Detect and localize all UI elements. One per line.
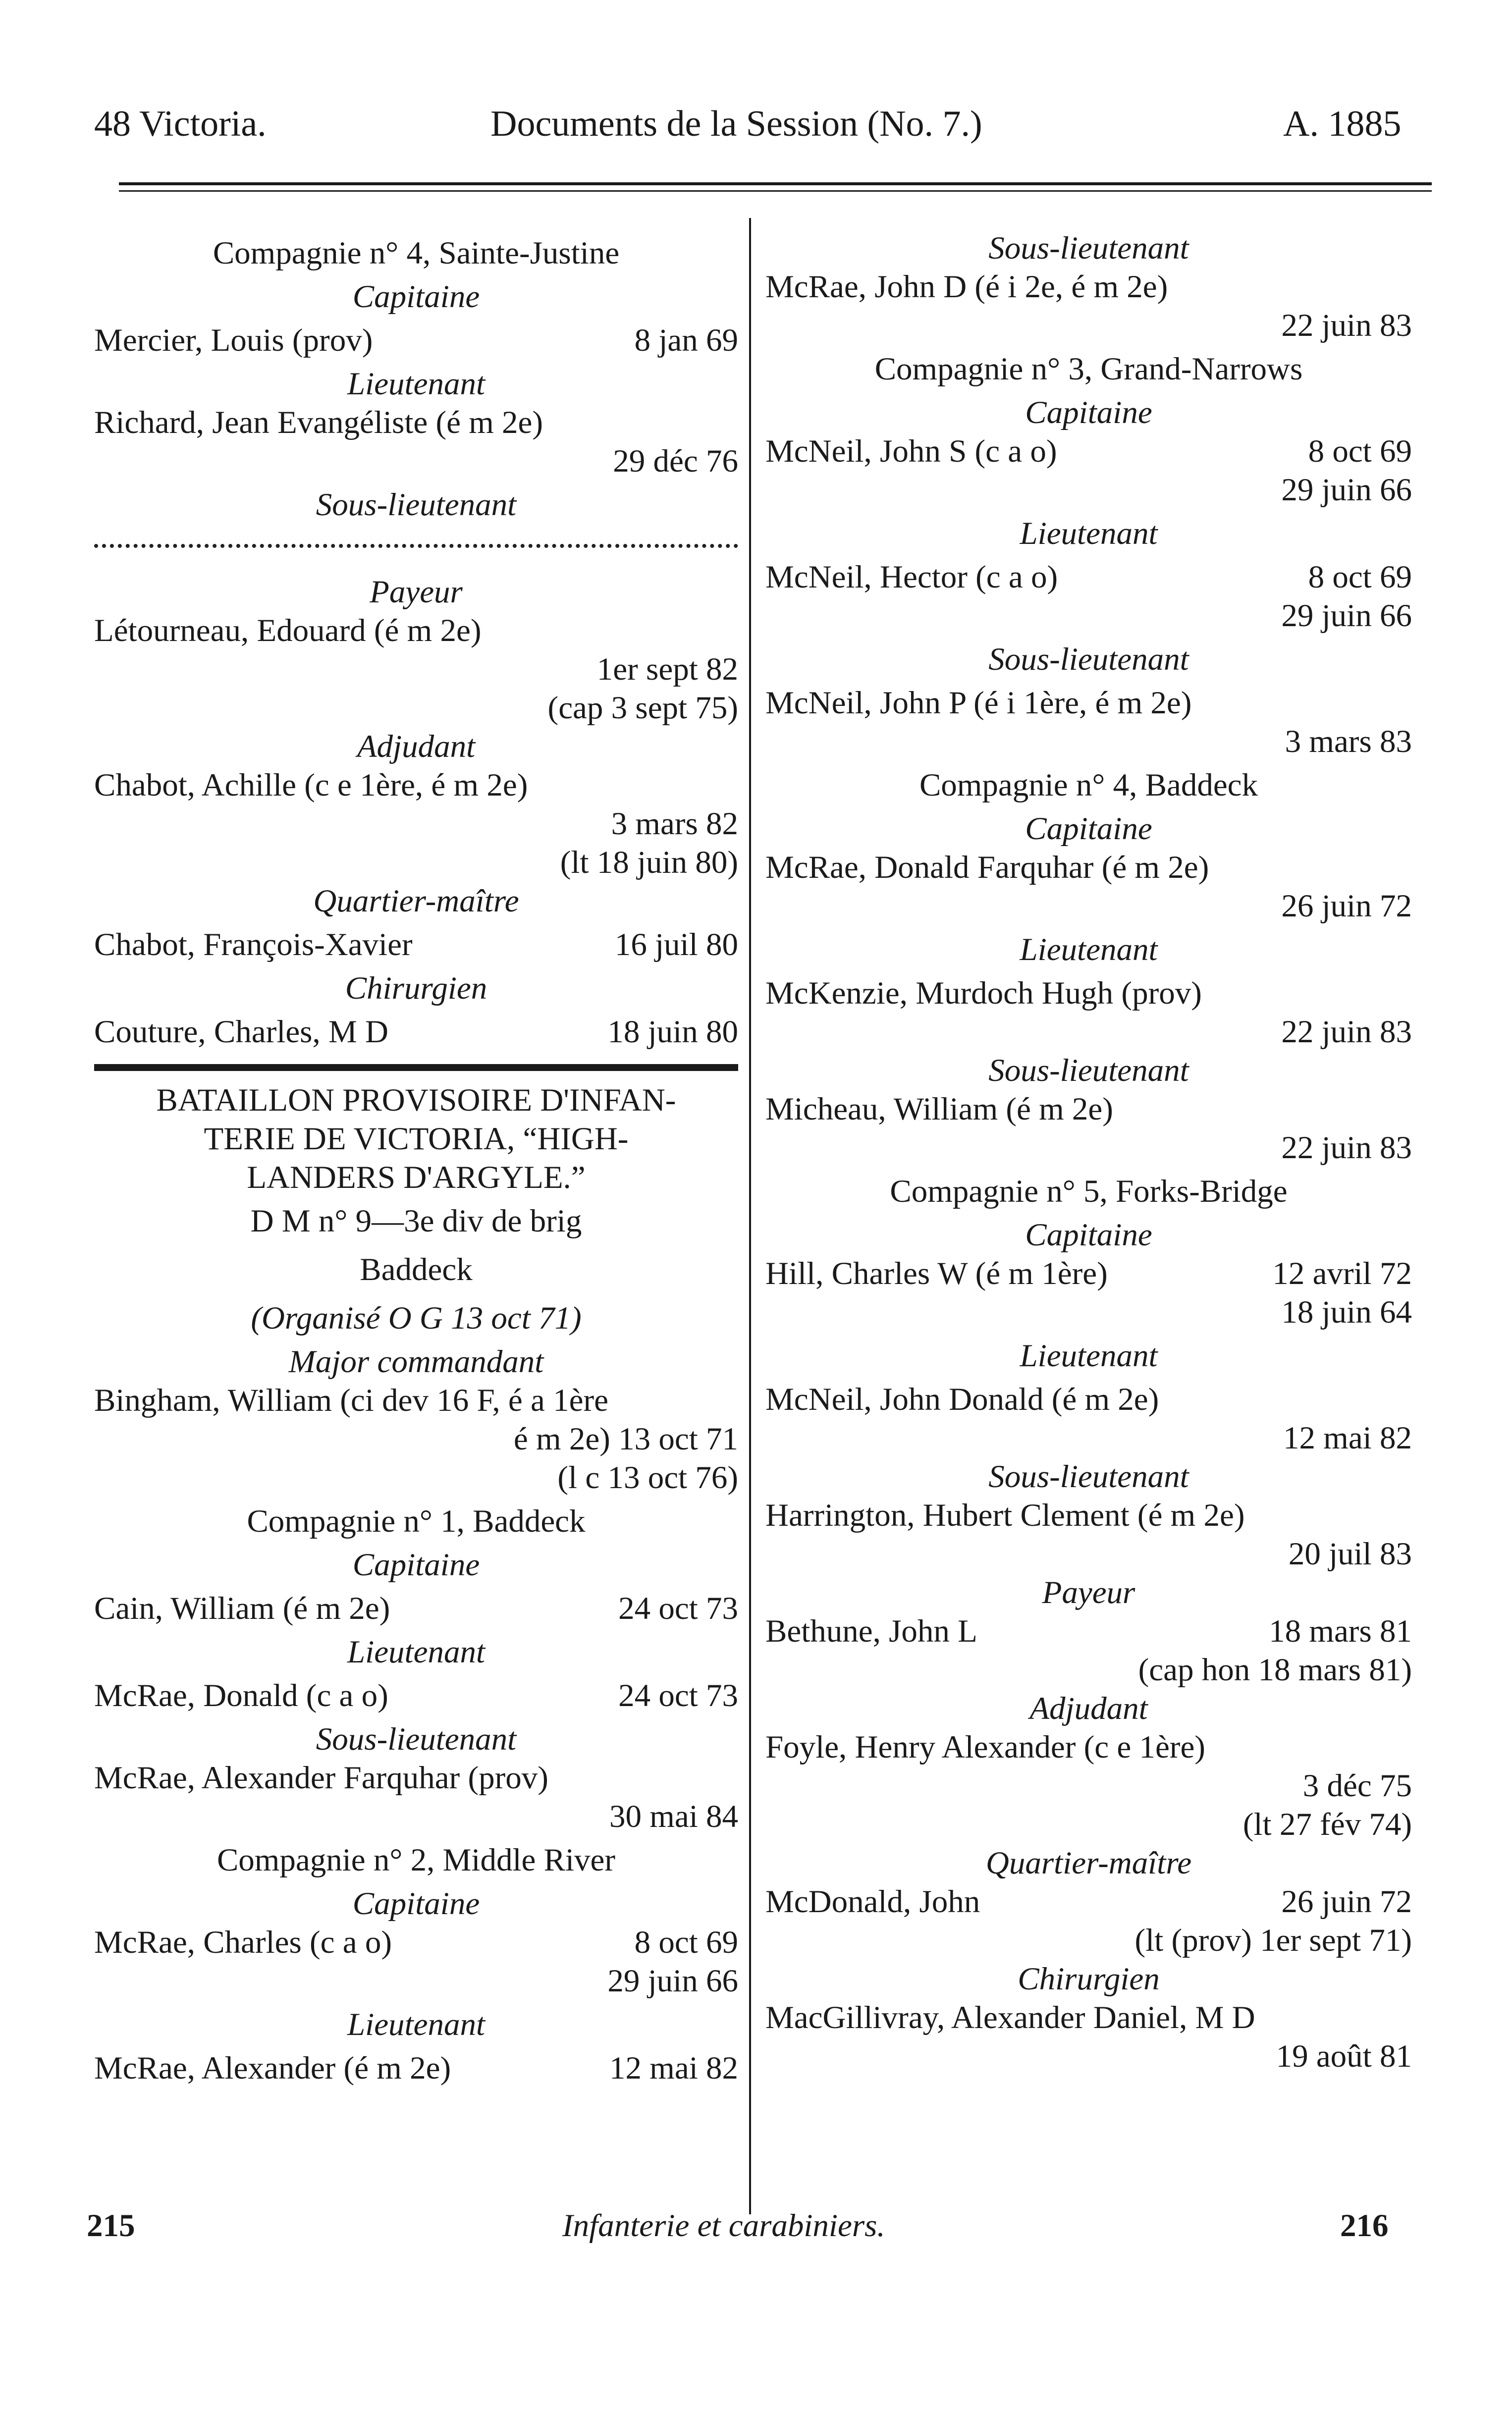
officer-entry: [94, 1008, 738, 1056]
officer-name: McRae, Alexander Farquhar (prov): [94, 1760, 548, 1796]
headquarters: Baddeck: [360, 1252, 473, 1287]
battalion-heading: TERIE DE VICTORIA, “HIGH-: [204, 1121, 629, 1157]
company-heading: Compagnie n° 5, Forks-Bridge: [890, 1174, 1288, 1209]
rank-label: Lieutenant: [347, 1634, 486, 1670]
officer-name: McDonald, John: [765, 1884, 980, 1920]
commission-date: 8 jan 69: [634, 322, 738, 358]
rank-label: Chirurgien: [345, 970, 487, 1006]
officer-name: McRae, Donald (c a o): [94, 1678, 388, 1713]
commission-date: 22 juin 83: [1281, 308, 1412, 343]
commission-date: 26 juin 72: [1281, 1884, 1412, 1920]
commission-date: 19 août 81: [1276, 2038, 1412, 2074]
commission-date: 12 mai 82: [609, 2050, 738, 2086]
company-heading: Compagnie n° 1, Baddeck: [247, 1503, 586, 1539]
commission-date: 8 oct 69: [1308, 433, 1412, 469]
officer-name: Chabot, François-Xavier: [94, 927, 413, 963]
rank-label: Quartier-maître: [313, 883, 519, 919]
rank-label: Capitaine: [1025, 811, 1152, 847]
commission-date: 29 juin 66: [607, 1963, 738, 1999]
rank-label: Capitaine: [352, 1886, 480, 1922]
officer-name: Hill, Charles W (é m 1ère): [765, 1256, 1108, 1291]
rank-label: Sous-lieutenant: [316, 487, 517, 523]
company-heading: Compagnie n° 2, Middle River: [216, 1842, 616, 1878]
officer-name: Micheau, William (é m 2e): [765, 1091, 1113, 1127]
commission-date: 18 juin 80: [607, 1014, 738, 1050]
rank-label: Capitaine: [352, 279, 480, 315]
commission-date: 24 oct 73: [618, 1591, 738, 1626]
rank-label: Major commandant: [288, 1344, 544, 1380]
officer-entry: [765, 432, 1412, 471]
rank-note: (cap hon 18 mars 81): [1138, 1652, 1412, 1688]
commission-date: 26 juin 72: [1281, 888, 1412, 924]
column-divider: [749, 218, 751, 2214]
military-district: D M n° 9—3e div de brig: [250, 1203, 582, 1239]
rank-label: Capitaine: [352, 1547, 480, 1583]
company-heading: Compagnie n° 3, Grand-Narrows: [874, 351, 1303, 387]
rank-label: Adjudant: [357, 729, 476, 764]
right-column: [765, 229, 1412, 2076]
battalion-heading: BATAILLON PROVISOIRE D'INFAN-: [156, 1082, 676, 1118]
organized-date: (Organisé O G 13 oct 71): [251, 1300, 582, 1336]
rank-label: Quartier-maître: [985, 1845, 1192, 1881]
commission-date: é m 2e) 13 oct 71: [513, 1421, 738, 1457]
officer-entry: [94, 920, 738, 969]
rank-label: Payeur: [370, 574, 463, 610]
officer-entry: [765, 1882, 1412, 1921]
rank-label: Sous-lieutenant: [988, 642, 1189, 677]
commission-date: 29 juin 66: [1281, 472, 1412, 508]
rank-label: Adjudant: [1029, 1691, 1148, 1726]
officer-entry: [765, 1254, 1412, 1293]
rank-label: Payeur: [1042, 1575, 1135, 1610]
commission-date: 29 déc 76: [613, 443, 738, 479]
officer-name: McNeil, John P (é i 1ère, é m 2e): [765, 685, 1192, 721]
left-column: [94, 229, 738, 2088]
rank-note: (lt 18 juin 80): [560, 845, 738, 880]
rank-note: (lt (prov) 1er sept 71): [1134, 1923, 1412, 1958]
officer-name: McRae, John D (é i 2e, é m 2e): [765, 269, 1168, 305]
rank-label: Sous-lieutenant: [316, 1721, 517, 1757]
page-number-right: 216: [1340, 2208, 1389, 2244]
commission-date: 18 juin 64: [1281, 1294, 1412, 1330]
officer-name: Couture, Charles, M D: [94, 1014, 388, 1050]
officer-entry: [765, 1612, 1412, 1651]
vacancy-dotted-line: [94, 534, 738, 548]
commission-date: 1er sept 82: [596, 651, 738, 687]
officer-name: Cain, William (é m 2e): [94, 1591, 390, 1626]
rank-note: (cap 3 sept 75): [547, 690, 738, 726]
header-title: Documents de la Session (No. 7.): [490, 104, 982, 144]
header-right: A. 1885: [1283, 104, 1402, 144]
commission-date: 18 mars 81: [1269, 1613, 1412, 1649]
officer-name: Foyle, Henry Alexander (c e 1ère): [765, 1729, 1205, 1765]
page-number-left: 215: [87, 2208, 135, 2244]
commission-date: 29 juin 66: [1281, 598, 1412, 634]
commission-date: 16 juil 80: [614, 927, 738, 963]
commission-date: 30 mai 84: [609, 1799, 738, 1834]
officer-name: Mercier, Louis (prov): [94, 322, 373, 358]
header-rule: [119, 182, 1432, 185]
rank-note: (l c 13 oct 76): [557, 1460, 738, 1496]
commission-date: 8 oct 69: [1308, 559, 1412, 595]
company-heading: Compagnie n° 4, Baddeck: [919, 767, 1258, 803]
company-heading: Compagnie n° 4, Sainte-Justine: [213, 235, 620, 271]
officer-name: McNeil, John S (c a o): [765, 433, 1057, 469]
officer-name: McNeil, Hector (c a o): [765, 559, 1058, 595]
rank-label: Chirurgien: [1018, 1961, 1160, 1997]
rank-label: Lieutenant: [347, 366, 486, 402]
officer-name: MacGillivray, Alexander Daniel, M D: [765, 2000, 1255, 2035]
officer-name: McRae, Donald Farquhar (é m 2e): [765, 850, 1209, 885]
commission-date: 22 juin 83: [1281, 1014, 1412, 1050]
officer-name: Bingham, William (ci dev 16 F, é a 1ère: [94, 1383, 608, 1418]
rank-label: Sous-lieutenant: [988, 230, 1189, 266]
officer-name: Harrington, Hubert Clement (é m 2e): [765, 1498, 1245, 1533]
rank-label: Capitaine: [1025, 395, 1152, 430]
officer-name: McNeil, John Donald (é m 2e): [765, 1382, 1159, 1417]
footer-caption: Infanterie et carabiniers.: [562, 2208, 885, 2244]
commission-date: 12 mai 82: [1283, 1420, 1412, 1456]
commission-date: 3 mars 83: [1285, 724, 1412, 759]
officer-name: Bethune, John L: [765, 1613, 977, 1649]
officer-name: Chabot, Achille (c e 1ère, é m 2e): [94, 767, 528, 803]
header-rule-thin: [119, 190, 1432, 192]
rank-label: Sous-lieutenant: [988, 1459, 1189, 1495]
rank-label: Sous-lieutenant: [988, 1053, 1189, 1088]
officer-entry: [765, 558, 1412, 596]
commission-date: 22 juin 83: [1281, 1130, 1412, 1166]
officer-entry: [94, 1584, 738, 1633]
rank-label: Lieutenant: [347, 2007, 486, 2042]
commission-date: 8 oct 69: [634, 1925, 738, 1960]
rank-label: Capitaine: [1025, 1217, 1152, 1253]
rank-label: Lieutenant: [1020, 1338, 1158, 1374]
officer-name: McRae, Charles (c a o): [94, 1925, 392, 1960]
rank-label: Lieutenant: [1020, 516, 1158, 551]
officer-entry: [94, 1923, 738, 1962]
officer-name: McKenzie, Murdoch Hugh (prov): [765, 975, 1202, 1011]
rank-note: (lt 27 fév 74): [1242, 1807, 1412, 1842]
commission-date: 3 mars 82: [611, 806, 738, 842]
header-left: 48 Victoria.: [94, 104, 267, 144]
officer-name: Richard, Jean Evangéliste (é m 2e): [94, 405, 543, 440]
officer-entry: [94, 2049, 738, 2088]
commission-date: 3 déc 75: [1302, 1768, 1412, 1804]
section-rule: [94, 1064, 738, 1071]
battalion-heading: LANDERS D'ARGYLE.”: [247, 1160, 586, 1195]
commission-date: 24 oct 73: [618, 1678, 738, 1713]
officer-entry: [94, 1671, 738, 1720]
commission-date: 20 juil 83: [1288, 1536, 1412, 1572]
officer-entry: [94, 316, 738, 365]
commission-date: 12 avril 72: [1272, 1256, 1412, 1291]
rank-label: Lieutenant: [1020, 932, 1158, 967]
officer-name: Létourneau, Edouard (é m 2e): [94, 613, 482, 648]
officer-name: McRae, Alexander (é m 2e): [94, 2050, 451, 2086]
